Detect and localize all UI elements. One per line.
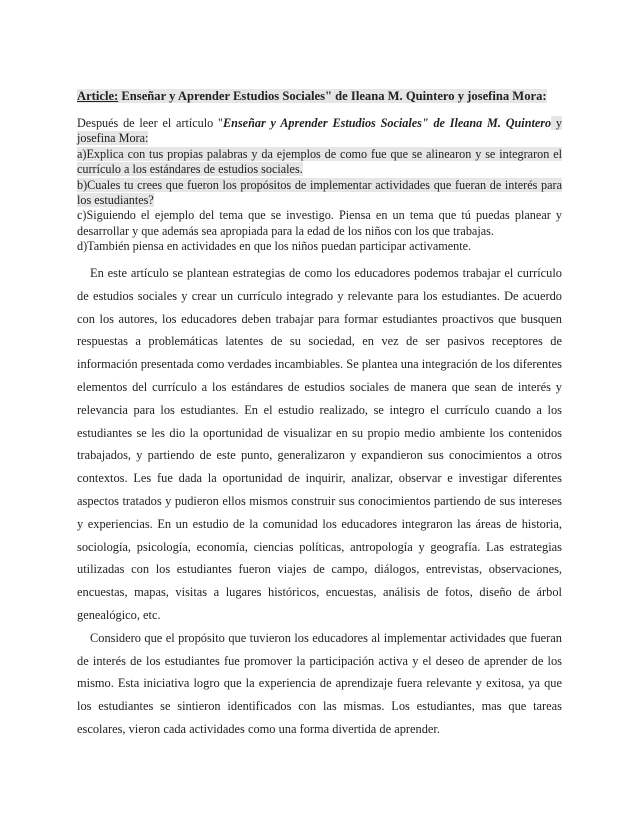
prompt-intro xyxy=(77,116,562,147)
question-b xyxy=(77,178,562,209)
essay-body xyxy=(77,262,562,741)
article-title-text: Enseñar y Aprender Estudios Sociales" de Ileana M. Quintero y josefina Mora: xyxy=(118,89,547,103)
question-a-text: a)Explica con tus propias palabras y da ejemplos de como fue que se alinearon y se integraron el currículo a los estándares de estudios sociales. xyxy=(77,146,562,177)
essay-paragraph-1: En este artículo se plantean estrategias de como los educadores podemos trabajar el currículo de estudios sociales y crear un currículo integrado y relevante para los estudiantes. De acuerdo con los autores, los educadores deben trabajar para formar estudiantes proactivos que busquen respuestas a problemáticas latentes de su sociedad, en vez de ser pasivos receptores de información presentada como verdades incambiables. Se plantea una integración de los diferentes elementos del currículo a los estándares de estudios sociales de manera que sean de interés y relevancia para los estudiantes. En el estudio realizado, se integro el currículo cuando a los estudiantes se les dio la oportunidad de visualizar en su propio medio ambiente los contenidos trabajados, y partiendo de este punto, generalizaron y expandieron sus conocimientos a otros contextos. Les fue dada la oportunidad de inquirir, analizar, observar e investigar diferentes aspectos tratados y pudieron ellos mismos construir sus conocimientos partiendo de sus intereses y experiencias. En un estudio de la comunidad los educadores integraron las áreas de historia, sociología, psicología, economía, ciencias políticas, antropología y geografía. Las estrategias utilizadas con los estudiantes fueron viajes de campo, diálogos, entrevistas, observaciones, encuestas, mapas, visitas a lugares históricos, encuestas, análisis de fotos, diseño de árbol genealógico, etc. xyxy=(77,266,562,622)
article-title xyxy=(77,88,562,104)
question-c xyxy=(77,208,562,239)
prompt-intro-tail: y josefina Mora: xyxy=(77,116,562,146)
article-title-highlight xyxy=(77,89,547,103)
question-d-text: d)También piensa en actividades en que los niños puedan participar activamente. xyxy=(77,239,472,254)
prompt-intro-article: Enseñar y Aprender Estudios Sociales" de Ileana M. Quintero xyxy=(223,116,552,130)
document-page xyxy=(77,0,562,826)
article-label: Article: xyxy=(77,89,119,103)
question-a xyxy=(77,147,562,178)
question-c-text: c)Siguiendo el ejemplo del tema que se investigo. Piensa en un tema que tú puedas planear y desarrollar y que además sea apropiada para la edad de los niños con los que trabajas. xyxy=(77,208,562,238)
essay-paragraph-2: Considero que el propósito que tuvieron los educadores al implementar actividades que fueran de interés de los estudiantes fue promover la participación activa y el deseo de aprender de los mismo. Esta iniciativa logro que la experiencia de aprendizaje fuera relevante y exitosa, ya que los estudiantes se sintieron identificados con las mismas. Los estudiantes, mas que tareas escolares, vieron cada actividades como una forma divertida de aprender. xyxy=(77,630,562,736)
prompt-intro-lead: Después de leer el artículo " xyxy=(77,116,224,130)
assignment-prompt xyxy=(77,116,562,255)
question-d xyxy=(77,239,562,254)
question-b-text: b)Cuales tu crees que fueron los propósitos de implementar actividades que fueran de interés para los estudiantes? xyxy=(77,177,562,208)
